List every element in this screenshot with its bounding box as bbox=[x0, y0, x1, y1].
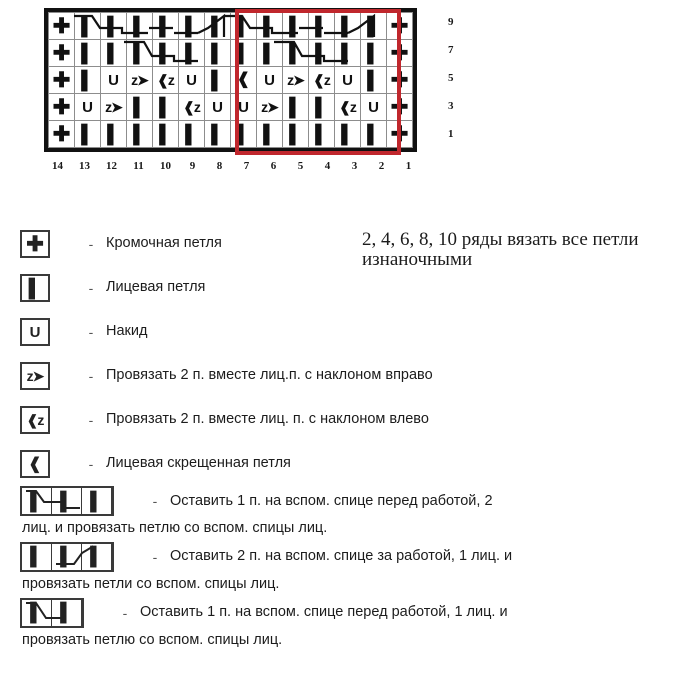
column-number: 10 bbox=[160, 160, 171, 172]
k2tog-left-symbol: ❰z bbox=[313, 71, 330, 88]
chart-cell bbox=[335, 94, 361, 121]
column-number: 7 bbox=[243, 160, 250, 172]
legend-dash: - bbox=[88, 456, 94, 472]
chart-cell bbox=[361, 13, 387, 40]
knit-stitch-symbol: ▌ bbox=[341, 124, 354, 144]
chart-cell bbox=[75, 121, 101, 148]
cross-symbol: ✚ bbox=[390, 122, 409, 146]
chart-cell bbox=[309, 67, 335, 94]
knit-stitch-symbol: ▌ bbox=[90, 546, 103, 567]
legend-item bbox=[0, 222, 678, 266]
chart-cell bbox=[387, 121, 413, 148]
chart-cell bbox=[153, 94, 179, 121]
chart-cell bbox=[257, 67, 283, 94]
knit-stitch-symbol: ▌ bbox=[367, 70, 380, 90]
knit-stitch-symbol: ▌ bbox=[211, 16, 224, 36]
knit-stitch-symbol: ▌ bbox=[237, 43, 250, 63]
cross-symbol: ✚ bbox=[52, 41, 71, 65]
cross-symbol: ✚ bbox=[390, 14, 409, 38]
chart-row bbox=[49, 40, 413, 67]
legend-simple-items bbox=[0, 222, 678, 486]
legend-dash: - bbox=[88, 368, 94, 384]
knit-stitch-symbol: ▌ bbox=[315, 43, 328, 63]
chart-cell bbox=[127, 13, 153, 40]
chart-cell bbox=[231, 94, 257, 121]
chart-cell bbox=[257, 94, 283, 121]
knit-stitch-symbol: ▌ bbox=[28, 277, 42, 298]
chart-cell bbox=[49, 94, 75, 121]
k2tog-right-symbol: z➤ bbox=[261, 98, 278, 115]
chart-cell bbox=[101, 67, 127, 94]
chart-cell bbox=[101, 94, 127, 121]
k2tog-left-symbol: ❰z bbox=[26, 411, 44, 428]
knit-stitch-symbol: ▌ bbox=[185, 43, 198, 63]
cross-symbol: ✚ bbox=[52, 122, 71, 146]
chart-cell bbox=[49, 67, 75, 94]
chart-cell bbox=[387, 13, 413, 40]
chart-cell bbox=[205, 40, 231, 67]
chart-cell bbox=[179, 40, 205, 67]
knit-stitch-symbol: ▌ bbox=[185, 124, 198, 144]
legend-cable-item bbox=[0, 542, 678, 594]
knit-stitch-symbol: ▌ bbox=[341, 43, 354, 63]
yarn-over-symbol: U bbox=[368, 98, 379, 116]
chart-grid-frame bbox=[44, 8, 417, 152]
legend-dash: - bbox=[152, 493, 158, 509]
chart-cell bbox=[335, 13, 361, 40]
knit-stitch-symbol: ▌ bbox=[30, 546, 43, 567]
yarn-over-symbol: U bbox=[342, 71, 353, 89]
chart-cell bbox=[257, 40, 283, 67]
knit-stitch-symbol: ▌ bbox=[107, 16, 120, 36]
legend-dash: - bbox=[88, 236, 94, 252]
knit-stitch-symbol: ▌ bbox=[315, 97, 328, 117]
column-number: 6 bbox=[270, 160, 277, 172]
yarn-over-symbol: U bbox=[29, 323, 41, 341]
cable-1-over-2-front-symbol bbox=[20, 486, 114, 516]
knit-stitch-symbol: ▌ bbox=[90, 490, 103, 511]
chart-row bbox=[49, 67, 413, 94]
chart-row bbox=[49, 94, 413, 121]
chart-cell bbox=[75, 67, 101, 94]
k2tog-right-symbol: z➤ bbox=[105, 98, 122, 115]
legend-item bbox=[0, 310, 678, 354]
chart-cell bbox=[231, 121, 257, 148]
legend-cable-label-cont: лиц. и провязать петлю со вспом. спицы лиц. bbox=[22, 520, 328, 536]
chart-cell bbox=[75, 40, 101, 67]
column-number: 4 bbox=[324, 160, 331, 172]
column-number: 12 bbox=[106, 160, 117, 172]
legend-cable-label: Оставить 1 п. на вспом. спице перед работой, 2 bbox=[170, 492, 493, 509]
knit-stitch-symbol: ▌ bbox=[60, 602, 73, 623]
chart-cell bbox=[153, 67, 179, 94]
chart-cell bbox=[335, 121, 361, 148]
chart-cell bbox=[283, 121, 309, 148]
knit-stitch-symbol: ▌ bbox=[263, 16, 276, 36]
k2tog-left-symbol: ❰z bbox=[339, 98, 356, 115]
knit-stitch-symbol: ▌ bbox=[159, 43, 172, 63]
column-numbers bbox=[44, 160, 422, 172]
legend-label: Лицевая скрещенная петля bbox=[106, 455, 291, 472]
knit-stitch-symbol: ▌ bbox=[367, 124, 380, 144]
chart-grid bbox=[48, 12, 413, 148]
row-number: 5 bbox=[448, 72, 454, 84]
column-number: 5 bbox=[297, 160, 304, 172]
yarn-over-symbol: U bbox=[82, 98, 93, 116]
chart-cell bbox=[231, 67, 257, 94]
legend-dash: - bbox=[88, 324, 94, 340]
legend-cable-label-cont: провязать петлю со вспом. спицы лиц. bbox=[22, 631, 283, 648]
twisted-knit-symbol: ❰ bbox=[236, 71, 251, 88]
row-number: 7 bbox=[448, 44, 454, 56]
k2tog-right-symbol: z➤ bbox=[26, 367, 44, 384]
chart-cell bbox=[309, 121, 335, 148]
chart-cell bbox=[49, 121, 75, 148]
cross-symbol: ✚ bbox=[52, 14, 71, 38]
chart-cell bbox=[205, 94, 231, 121]
knit-stitch-symbol: ▌ bbox=[133, 16, 146, 36]
column-number: 9 bbox=[189, 160, 196, 172]
chart-cell bbox=[309, 40, 335, 67]
legend-cable-item bbox=[0, 598, 678, 650]
yarn-over-symbol: U bbox=[264, 71, 275, 89]
row-number: 3 bbox=[448, 100, 454, 112]
legend-swatch bbox=[20, 450, 50, 478]
legend-cable-label-cont: провязать петли со вспом. спицы лиц. bbox=[22, 575, 280, 592]
chart-cell bbox=[361, 40, 387, 67]
cross-symbol: ✚ bbox=[390, 41, 409, 65]
legend-swatch bbox=[20, 230, 50, 258]
cross-symbol: ✚ bbox=[390, 95, 409, 119]
chart-cell bbox=[101, 13, 127, 40]
chart-cell bbox=[309, 13, 335, 40]
k2tog-left-symbol: ❰z bbox=[183, 98, 200, 115]
knit-stitch-symbol: ▌ bbox=[263, 43, 276, 63]
chart-cell bbox=[231, 40, 257, 67]
knit-stitch-symbol: ▌ bbox=[30, 602, 43, 623]
chart-cell bbox=[283, 13, 309, 40]
legend-dash: - bbox=[122, 604, 128, 621]
knitting-chart bbox=[0, 0, 678, 185]
knit-stitch-symbol: ▌ bbox=[81, 70, 94, 90]
legend-item bbox=[0, 398, 678, 442]
chart-cell bbox=[205, 13, 231, 40]
chart-cell bbox=[75, 13, 101, 40]
column-number: 1 bbox=[405, 160, 412, 172]
knit-stitch-symbol: ▌ bbox=[289, 43, 302, 63]
knit-stitch-symbol: ▌ bbox=[107, 43, 120, 63]
chart-cell bbox=[179, 13, 205, 40]
yarn-over-symbol: U bbox=[186, 71, 197, 89]
legend-item bbox=[0, 354, 678, 398]
knit-stitch-symbol: ▌ bbox=[133, 97, 146, 117]
chart-cell bbox=[387, 40, 413, 67]
chart-cell bbox=[101, 40, 127, 67]
knit-stitch-symbol: ▌ bbox=[289, 97, 302, 117]
knit-stitch-symbol: ▌ bbox=[211, 124, 224, 144]
cable-2-over-1-back-symbol bbox=[20, 542, 114, 572]
chart-cell bbox=[179, 94, 205, 121]
yarn-over-symbol: U bbox=[238, 98, 249, 116]
cross-symbol: ✚ bbox=[52, 68, 71, 92]
knit-stitch-symbol: ▌ bbox=[185, 16, 198, 36]
legend-item bbox=[0, 442, 678, 486]
chart-cell bbox=[49, 13, 75, 40]
chart-cell bbox=[127, 40, 153, 67]
knit-stitch-symbol: ▌ bbox=[159, 16, 172, 36]
chart-cell bbox=[257, 13, 283, 40]
chart-cell bbox=[283, 40, 309, 67]
knit-stitch-symbol: ▌ bbox=[159, 97, 172, 117]
legend-label: Лицевая петля bbox=[106, 279, 206, 296]
knit-stitch-symbol: ▌ bbox=[237, 16, 250, 36]
knit-stitch-symbol: ▌ bbox=[211, 43, 224, 63]
chart-cell bbox=[101, 121, 127, 148]
chart-cell bbox=[153, 40, 179, 67]
chart-cell bbox=[335, 67, 361, 94]
column-number: 11 bbox=[133, 160, 144, 172]
chart-cell bbox=[153, 13, 179, 40]
row-number: 9 bbox=[448, 16, 454, 28]
k2tog-right-symbol: z➤ bbox=[131, 71, 148, 88]
cross-symbol: ✚ bbox=[390, 68, 409, 92]
knit-stitch-symbol: ▌ bbox=[341, 16, 354, 36]
chart-cell bbox=[283, 67, 309, 94]
legend-swatch bbox=[20, 406, 50, 434]
legend bbox=[0, 222, 678, 654]
legend-item bbox=[0, 266, 678, 310]
legend-swatch bbox=[20, 318, 50, 346]
column-number: 2 bbox=[378, 160, 385, 172]
legend-label: Провязать 2 п. вместе лиц. п. с наклоном влево bbox=[106, 411, 429, 428]
knit-stitch-symbol: ▌ bbox=[315, 16, 328, 36]
knit-stitch-symbol: ▌ bbox=[133, 124, 146, 144]
column-number: 13 bbox=[79, 160, 90, 172]
chart-cell bbox=[361, 67, 387, 94]
legend-label: Провязать 2 п. вместе лиц.п. с наклоном вправо bbox=[106, 367, 433, 384]
chart-cell bbox=[257, 121, 283, 148]
chart-cell bbox=[127, 121, 153, 148]
knit-stitch-symbol: ▌ bbox=[81, 124, 94, 144]
k2tog-left-symbol: ❰z bbox=[157, 71, 174, 88]
chart-cell bbox=[283, 94, 309, 121]
column-number: 3 bbox=[351, 160, 358, 172]
chart-cell bbox=[387, 94, 413, 121]
chart-row bbox=[49, 13, 413, 40]
cross-symbol: ✚ bbox=[26, 232, 44, 256]
knit-stitch-symbol: ▌ bbox=[81, 16, 94, 36]
k2tog-right-symbol: z➤ bbox=[287, 71, 304, 88]
legend-cable-label: Оставить 2 п. на вспом. спице за работой, 1 лиц. и bbox=[170, 548, 513, 565]
knit-stitch-symbol: ▌ bbox=[237, 124, 250, 144]
chart-cell bbox=[231, 13, 257, 40]
row-number: 1 bbox=[448, 128, 454, 140]
row-numbers bbox=[448, 8, 454, 148]
chart-cell bbox=[179, 121, 205, 148]
knit-stitch-symbol: ▌ bbox=[30, 490, 43, 511]
legend-swatch bbox=[20, 274, 50, 302]
yarn-over-symbol: U bbox=[212, 98, 223, 116]
chart-cell bbox=[75, 94, 101, 121]
chart-cell bbox=[179, 67, 205, 94]
chart-cell bbox=[153, 121, 179, 148]
legend-swatch bbox=[20, 362, 50, 390]
twisted-knit-symbol: ❰ bbox=[28, 456, 42, 473]
chart-cell bbox=[335, 40, 361, 67]
knit-stitch-symbol: ▌ bbox=[367, 43, 380, 63]
column-number: 8 bbox=[216, 160, 223, 172]
legend-dash: - bbox=[88, 412, 94, 428]
legend-cable-items bbox=[0, 486, 678, 650]
legend-cable-label: Оставить 1 п. на вспом. спице перед работой, 1 лиц. и bbox=[140, 604, 508, 621]
chart-cell bbox=[205, 121, 231, 148]
legend-cable-item bbox=[0, 486, 678, 538]
cross-symbol: ✚ bbox=[52, 95, 71, 119]
knit-stitch-symbol: ▌ bbox=[60, 546, 73, 567]
chart-cell bbox=[387, 67, 413, 94]
knit-stitch-symbol: ▌ bbox=[263, 124, 276, 144]
knit-stitch-symbol: ▌ bbox=[159, 124, 172, 144]
knit-stitch-symbol: ▌ bbox=[133, 43, 146, 63]
knit-stitch-symbol: ▌ bbox=[60, 490, 73, 511]
knit-stitch-symbol: ▌ bbox=[107, 124, 120, 144]
chart-cell bbox=[127, 67, 153, 94]
chart-cell bbox=[309, 94, 335, 121]
knit-stitch-symbol: ▌ bbox=[367, 16, 380, 36]
chart-cell bbox=[361, 94, 387, 121]
legend-dash: - bbox=[88, 280, 94, 296]
cable-1-over-1-front-symbol bbox=[20, 598, 84, 628]
chart-cell bbox=[205, 67, 231, 94]
knit-stitch-symbol: ▌ bbox=[289, 16, 302, 36]
knit-stitch-symbol: ▌ bbox=[211, 70, 224, 90]
knit-stitch-symbol: ▌ bbox=[81, 43, 94, 63]
yarn-over-symbol: U bbox=[108, 71, 119, 89]
legend-label: Кромочная петля bbox=[106, 235, 222, 252]
legend-label: Накид bbox=[106, 323, 148, 340]
knit-stitch-symbol: ▌ bbox=[289, 124, 302, 144]
chart-cell bbox=[49, 40, 75, 67]
chart-cell bbox=[361, 121, 387, 148]
legend-dash: - bbox=[152, 548, 158, 565]
chart-cell bbox=[127, 94, 153, 121]
knit-stitch-symbol: ▌ bbox=[315, 124, 328, 144]
column-number: 14 bbox=[52, 160, 63, 172]
pattern-note: 2, 4, 6, 8, 10 ряды вязать все петли изнаночными bbox=[362, 229, 639, 270]
chart-row bbox=[49, 121, 413, 148]
